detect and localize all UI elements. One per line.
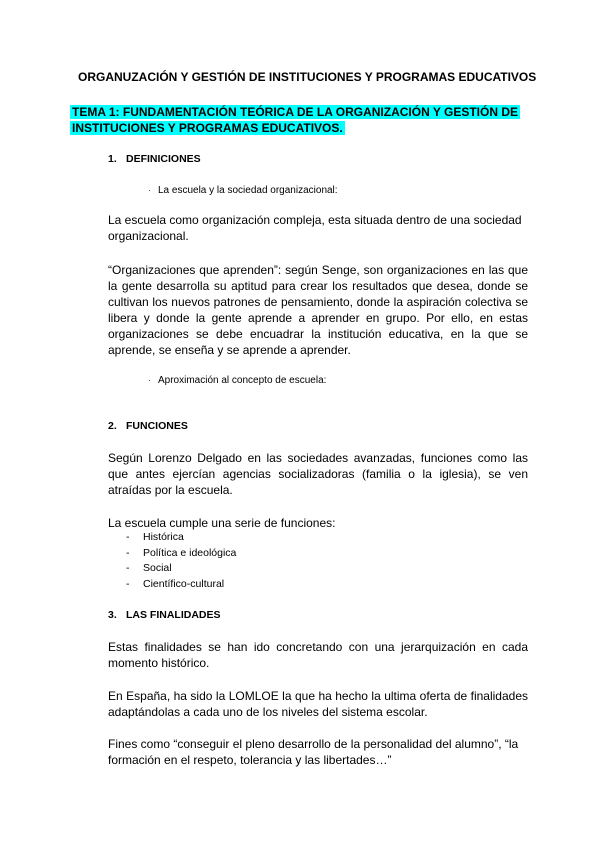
bullet-text: La escuela y la sociedad organizacional: bbox=[158, 185, 338, 196]
paragraph: La escuela cumple una serie de funciones: bbox=[108, 516, 336, 530]
section-heading-finalidades bbox=[108, 608, 528, 622]
section-title: DEFINICIONES bbox=[126, 153, 201, 165]
bullet-item bbox=[148, 184, 338, 198]
section-title: LAS FINALIDADES bbox=[126, 609, 221, 621]
document-title: ORGANUZACIÓN Y GESTIÓN DE INSTITUCIONES Y PROGRAMAS EDUCATIVOS bbox=[78, 70, 537, 84]
paragraph: Estas finalidades se han ido concretando con una jerarquización en cada momento histórico. bbox=[108, 640, 528, 670]
dash-icon: - bbox=[126, 562, 130, 574]
dash-icon: - bbox=[126, 546, 130, 559]
list-item: - Científico-cultural bbox=[126, 577, 426, 593]
section-number: 2. bbox=[108, 420, 117, 432]
section-heading-definiciones bbox=[108, 152, 528, 166]
dash-icon: - bbox=[126, 531, 130, 543]
list-item: - Social bbox=[126, 561, 426, 577]
paragraph: “Organizaciones que aprenden”: según Senge, son organizaciones en las que la gente desarrolla su aptitud para crear los resultados que desea, donde se cultivan los nuevos patrones de pensamiento, donde la aspiración colectiva se libera y donde la gente aprende a aprender en grupo. Por ello, en estas organizaciones se debe encuadrar la institución educativa, en la que se aprende, se enseña y se aprende a aprender. bbox=[108, 263, 528, 357]
list-item: - Política e ideológica bbox=[126, 546, 426, 562]
paragraph: Según Lorenzo Delgado en las sociedades avanzadas, funciones como las que antes ejercían agencias socializadoras (familia o la iglesia), se ven atraídas por la escuela. bbox=[108, 451, 528, 497]
section-number: 3. bbox=[108, 609, 117, 621]
tema-highlight: TEMA 1: FUNDAMENTACIÓN TEÓRICA DE LA ORGANIZACIÓN Y GESTIÓN DE INSTITUCIONES Y PROGRAMAS EDUCATIVOS. bbox=[72, 105, 519, 135]
bullet-item bbox=[148, 374, 326, 388]
tema-heading bbox=[70, 104, 550, 136]
section-number: 1. bbox=[108, 153, 117, 165]
list-item: - Histórica bbox=[126, 530, 426, 546]
paragraph: Fines como “conseguir el pleno desarrollo de la personalidad del alumno”, “la formación en el respeto, tolerancia y las libertades…” bbox=[108, 737, 519, 767]
bullet-dot-icon: · bbox=[148, 376, 151, 385]
bullet-dot-icon: · bbox=[148, 186, 151, 195]
paragraph: En España, ha sido la LOMLOE la que ha hecho la ultima oferta de finalidades adaptándolas a cada uno de los niveles del sistema escolar. bbox=[108, 689, 528, 719]
paragraph: La escuela como organización compleja, esta situada dentro de una sociedad organizacional. bbox=[108, 213, 522, 243]
functions-list bbox=[126, 530, 426, 592]
section-title: FUNCIONES bbox=[126, 420, 188, 432]
section-heading-funciones bbox=[108, 419, 528, 433]
bullet-text: Aproximación al concepto de escuela: bbox=[158, 375, 327, 386]
dash-icon: - bbox=[126, 577, 130, 590]
